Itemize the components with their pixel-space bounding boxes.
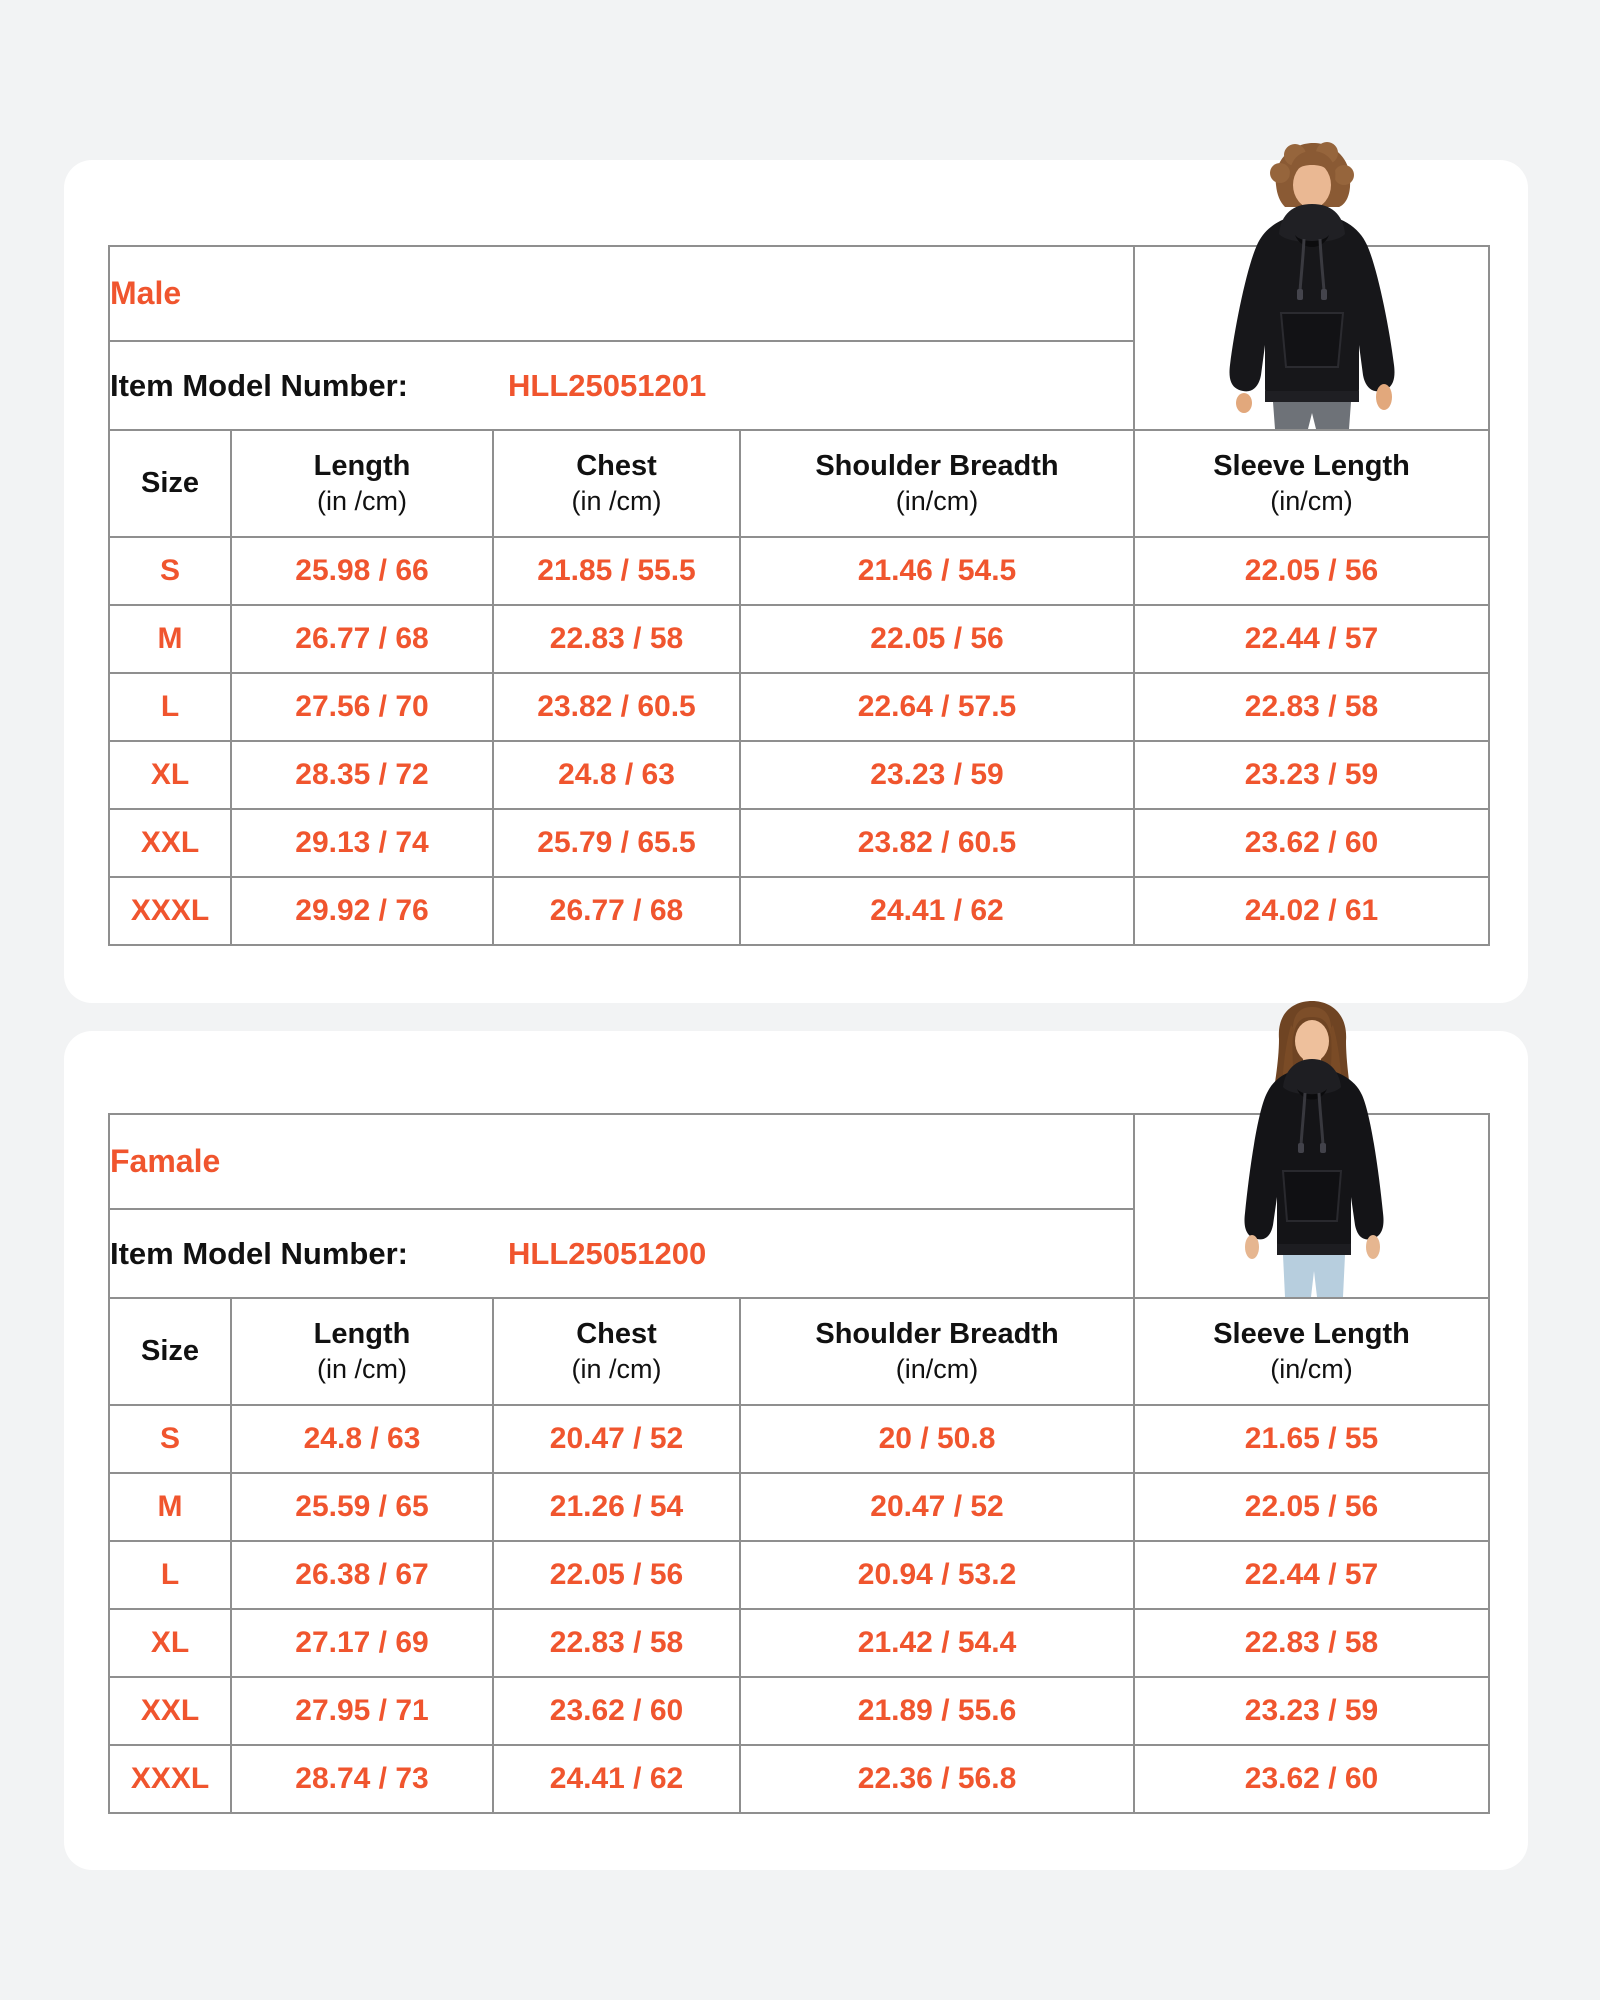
size-label: XXXL [109,877,231,945]
size-data-row [109,1609,1489,1677]
size-label: XL [109,1609,231,1677]
item-model-label: Item Model Number: [110,1235,408,1271]
length-value: 27.17 / 69 [231,1609,493,1677]
shoulder-breadth-value: 21.46 / 54.5 [740,537,1134,605]
size-data-row [109,1541,1489,1609]
length-value: 25.98 / 66 [231,537,493,605]
female-size-table [108,1113,1490,1814]
chest-value: 20.47 / 52 [493,1405,740,1473]
col-header-chest: Chest (in /cm) [493,1298,740,1405]
shoulder-breadth-value: 20 / 50.8 [740,1405,1134,1473]
shoulder-breadth-value: 22.64 / 57.5 [740,673,1134,741]
col-header-length: Length (in /cm) [231,430,493,537]
col-header-size: Size [109,1298,231,1405]
chest-value: 21.26 / 54 [493,1473,740,1541]
item-model-number: HLL25051201 [508,367,707,403]
length-value: 28.35 / 72 [231,741,493,809]
shoulder-breadth-value: 21.89 / 55.6 [740,1677,1134,1745]
chest-value: 25.79 / 65.5 [493,809,740,877]
size-label: XXL [109,1677,231,1745]
size-label: XL [109,741,231,809]
female-size-chart-card [64,1031,1528,1870]
shoulder-breadth-value: 20.47 / 52 [740,1473,1134,1541]
size-label: M [109,605,231,673]
length-value: 26.77 / 68 [231,605,493,673]
length-value: 29.92 / 76 [231,877,493,945]
col-header-chest: Chest (in /cm) [493,430,740,537]
sleeve-length-value: 23.62 / 60 [1134,809,1489,877]
shoulder-breadth-value: 20.94 / 53.2 [740,1541,1134,1609]
size-label: M [109,1473,231,1541]
size-data-row [109,1405,1489,1473]
length-value: 24.8 / 63 [231,1405,493,1473]
shoulder-breadth-value: 21.42 / 54.4 [740,1609,1134,1677]
chest-value: 21.85 / 55.5 [493,537,740,605]
shoulder-breadth-value: 24.41 / 62 [740,877,1134,945]
sleeve-length-value: 22.05 / 56 [1134,537,1489,605]
sleeve-length-value: 23.23 / 59 [1134,741,1489,809]
col-header-sleeve-length: Sleeve Length (in/cm) [1134,430,1489,537]
model-photo-cell [1134,1114,1489,1298]
gender-label: Male [109,246,1134,341]
chest-value: 26.77 / 68 [493,877,740,945]
male-model-image [1217,139,1407,429]
shoulder-breadth-value: 22.36 / 56.8 [740,1745,1134,1813]
size-data-row [109,1745,1489,1813]
size-data-row [109,741,1489,809]
gender-row [109,1114,1489,1209]
chest-value: 23.62 / 60 [493,1677,740,1745]
shoulder-breadth-value: 22.05 / 56 [740,605,1134,673]
size-label: L [109,1541,231,1609]
sleeve-length-value: 24.02 / 61 [1134,877,1489,945]
length-value: 28.74 / 73 [231,1745,493,1813]
chest-value: 22.83 / 58 [493,1609,740,1677]
size-data-row [109,1473,1489,1541]
chest-value: 22.05 / 56 [493,1541,740,1609]
item-model-label: Item Model Number: [110,367,408,403]
size-label: S [109,537,231,605]
col-header-size: Size [109,430,231,537]
size-data-row [109,1677,1489,1745]
sleeve-length-value: 22.83 / 58 [1134,673,1489,741]
size-label: XXL [109,809,231,877]
model-photo-cell [1134,246,1489,430]
chest-value: 24.41 / 62 [493,1745,740,1813]
item-model-number: HLL25051200 [508,1235,707,1271]
length-value: 26.38 / 67 [231,1541,493,1609]
size-data-row [109,605,1489,673]
sleeve-length-value: 22.44 / 57 [1134,1541,1489,1609]
shoulder-breadth-value: 23.82 / 60.5 [740,809,1134,877]
size-data-row [109,877,1489,945]
length-value: 25.59 / 65 [231,1473,493,1541]
chest-value: 24.8 / 63 [493,741,740,809]
gender-label: Famale [109,1114,1134,1209]
col-header-sleeve-length: Sleeve Length (in/cm) [1134,1298,1489,1405]
length-value: 27.95 / 71 [231,1677,493,1745]
male-size-table [108,245,1490,946]
sleeve-length-value: 23.62 / 60 [1134,1745,1489,1813]
sleeve-length-value: 22.83 / 58 [1134,1609,1489,1677]
col-header-shoulder-breadth: Shoulder Breadth (in/cm) [740,1298,1134,1405]
column-header-row [109,430,1489,537]
shoulder-breadth-value: 23.23 / 59 [740,741,1134,809]
length-value: 27.56 / 70 [231,673,493,741]
sleeve-length-value: 22.05 / 56 [1134,1473,1489,1541]
col-header-length: Length (in /cm) [231,1298,493,1405]
male-size-chart-card [64,160,1528,1003]
column-header-row [109,1298,1489,1405]
size-data-row [109,809,1489,877]
size-label: L [109,673,231,741]
chest-value: 22.83 / 58 [493,605,740,673]
col-header-shoulder-breadth: Shoulder Breadth (in/cm) [740,430,1134,537]
chest-value: 23.82 / 60.5 [493,673,740,741]
length-value: 29.13 / 74 [231,809,493,877]
size-data-row [109,673,1489,741]
sleeve-length-value: 22.44 / 57 [1134,605,1489,673]
size-data-row [109,537,1489,605]
sleeve-length-value: 23.23 / 59 [1134,1677,1489,1745]
sleeve-length-value: 21.65 / 55 [1134,1405,1489,1473]
size-label: S [109,1405,231,1473]
female-model-image [1227,997,1397,1297]
size-label: XXXL [109,1745,231,1813]
gender-row [109,246,1489,341]
